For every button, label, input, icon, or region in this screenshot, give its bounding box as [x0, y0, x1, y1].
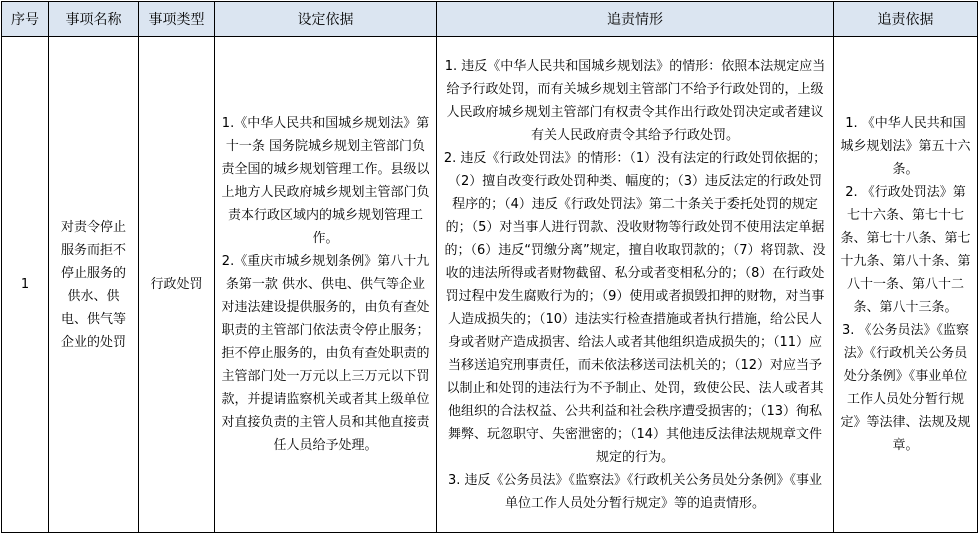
cell-basis [215, 37, 437, 533]
header-item-type: 事项类型 [139, 2, 215, 37]
header-accountability: 追责情形 [437, 2, 834, 37]
cell-index [2, 37, 49, 533]
header-item-name: 事项名称 [49, 2, 139, 37]
cell-item-name [49, 37, 139, 533]
accountability-basis-paragraph-2: 2. 《行政处罚法》第七十六条、第七十七条、第七十八条、第七十九条、第八十条、第八十一条、第八十二条、第八十三条。 [840, 185, 971, 315]
accountability-basis-paragraph-3: 3. 《公务员法》《监察法》《行政机关公务员处分条例》《事业单位工作人员处分暂行规定》等法律、法规及规章。 [840, 323, 971, 453]
basis-paragraph-1: 1.《中华人民共和国城乡规划法》第十一条 国务院城乡规划主管部门负责全国的城乡规划管理工作。县级以上地方人民政府城乡规划主管部门负责本行政区域内的城乡规划管理工作。 [221, 116, 430, 246]
accountability-paragraph-1: 1. 违反《中华人民共和国城乡规划法》的情形：依照本法规定应当给予行政处罚，而有关城乡规划主管部门不给予行政处罚的，上级人民政府城乡规划主管部门有权责令其作出行政处罚决定或者建议有关人民政府责令其给予行政处罚。 [444, 58, 826, 143]
table-row [2, 37, 978, 533]
item-type: 行政处罚 [150, 277, 203, 292]
cell-accountability [437, 37, 834, 533]
header-accountability-basis: 追责依据 [834, 2, 978, 37]
basis-paragraph-2: 2.《重庆市城乡规划条例》第八十九条第一款 供水、供电、供气等企业对违法建设提供服务的，由负有查处职责的主管部门依法责令停止服务；拒不停止服务的，由负有查处职责的主管部门处一万元以上三万元以下罚款，并提请监察机关或者其上级单位对直接负责的主管人员和其他直接责任人员给予处理。 [221, 254, 430, 453]
row-index: 1 [20, 277, 30, 292]
accountability-basis-paragraph-1: 1. 《中华人民共和国城乡规划法》第五十六条。 [840, 116, 971, 177]
accountability-table [1, 1, 978, 533]
table-header-row [2, 2, 978, 37]
accountability-paragraph-3: 3. 违反《公务员法》《监察法》《行政机关公务员处分条例》《事业单位工作人员处分暂行规定》等的追责情形。 [447, 472, 823, 511]
header-index: 序号 [2, 2, 49, 37]
cell-accountability-basis [834, 37, 978, 533]
item-name: 对责令停止服务而拒不停止服务的供水、供电、供气等企业的处罚 [60, 219, 126, 350]
cell-item-type [139, 37, 215, 533]
accountability-paragraph-2: 2. 违反《行政处罚法》的情形：（1）没有法定的行政处罚依据的；（2）擅自改变行政处罚种类、幅度的；（3）违反法定的行政处罚程序的；（4）违反《行政处罚法》第二十条关于委托处罚的规定的；（5）对当事人进行罚款、没收财物等行政处罚不使用法定单据的；（6）违反“罚缴分离”规定，擅自收取罚款的；（7）将罚款、没收的违法所得或者财物截留、私分或者变相私分的；（8）在行政处罚过程中发生腐败行为的；（9）使用或者损毁扣押的财物，对当事人造成损失的；（10）违法实行检查措施或者执行措施，给公民人身或者财产造成损害、给法人或者其他组织造成损失的；（11）应当移送追究刑事责任，而未依法移送司法机关的；（12）对应当予以制止和处罚的违法行为不予制止、处罚，致使公民、法人或者其他组织的合法权益、公共利益和社会秩序遭受损害的；（13）徇私舞弊、玩忽职守、失密泄密的；（14）其他违反法律法规规章文件规定的行为。 [443, 150, 827, 465]
header-basis: 设定依据 [215, 2, 437, 37]
